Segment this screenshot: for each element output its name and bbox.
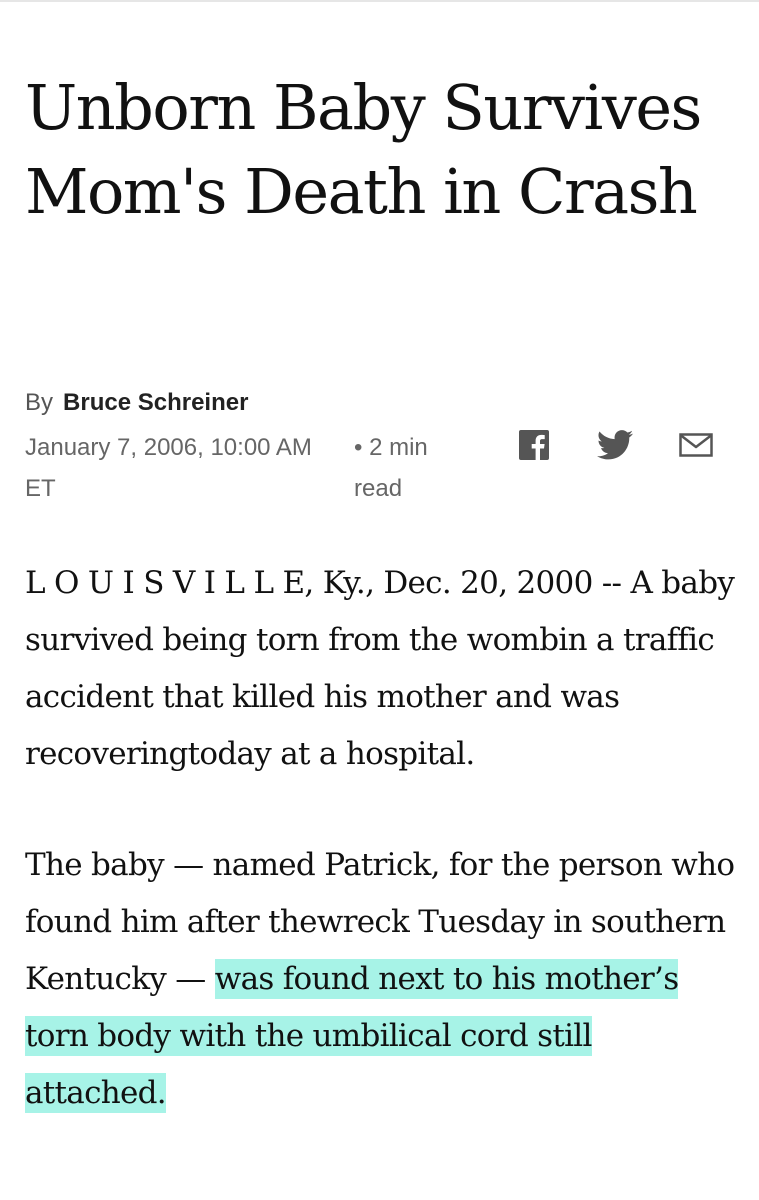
facebook-icon <box>519 430 549 460</box>
top-divider <box>0 0 759 2</box>
share-twitter-button[interactable] <box>596 428 634 462</box>
publish-date: January 7, 2006, 10:00 AM ET <box>25 434 312 502</box>
paragraph-text: The baby — named Patrick, for the person who found him after thewreck Tuesday in southern Kentucky — <box>25 847 735 997</box>
byline <box>25 387 248 419</box>
article-body <box>25 555 740 1176</box>
highlighted-text: was found next to his mother’s torn body with the umbilical cord still attached. <box>25 961 679 1111</box>
author-link[interactable]: Bruce Schreiner <box>63 389 249 416</box>
article-headline: Unborn Baby Survives Mom's Death in Crash <box>25 71 701 228</box>
email-icon <box>679 433 713 457</box>
share-email-button[interactable] <box>678 428 714 462</box>
article-paragraph: L O U I S V I L L E, Ky., Dec. 20, 2000 -- A baby survived being torn from the wombin a traffic accident that killed his mother and was recoveringtoday at a hospital. <box>25 565 735 772</box>
read-time: • 2 min read <box>354 434 428 502</box>
byline-prefix: By <box>25 389 54 416</box>
article-paragraph <box>25 837 740 1122</box>
twitter-icon <box>597 430 633 460</box>
share-facebook-button[interactable] <box>518 428 550 462</box>
